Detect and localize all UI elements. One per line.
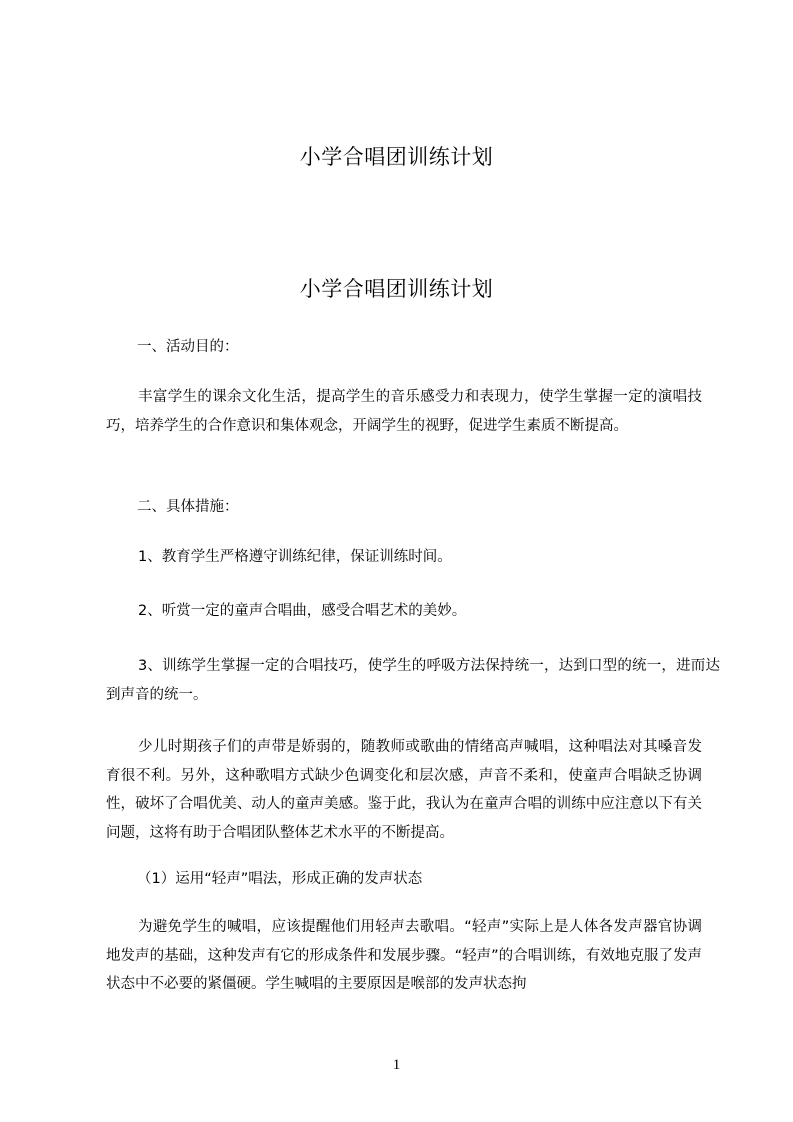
- section-heading-purpose: 一、活动目的：: [137, 339, 239, 355]
- section-heading-measures: 二、具体措施：: [137, 499, 239, 515]
- paragraph-purpose: 丰富学生的课余文化生活，提高学生的音乐感受力和表现力，使学生掌握一定的演唱技巧，培养学生的合作意识和集体观念，开阔学生的视野，促进学生素质不断提高。: [106, 389, 702, 434]
- page-number: 1: [392, 1057, 401, 1073]
- cover-title: 小学合唱团训练计划: [299, 145, 494, 169]
- subheading-light-voice: （1）运用“轻声”唱法，形成正确的发声状态: [137, 871, 423, 887]
- measure-item-1: 1、教育学生严格遵守训练纪律，保证训练时间。: [138, 549, 452, 565]
- paragraph-children-voice: 少儿时期孩子们的声带是娇弱的，随教师或歌曲的情绪高声喊唱，这种唱法对其嗓音发育很不利。另外，这种歌唱方式缺少色调变化和层次感，声音不柔和，使童声合唱缺乏协调性，破坏了合唱优美、动人的童声美感。鉴于此，我认为在童声合唱的训练中应注意以下有关问题，这将有助于合唱团队整体艺术水平的不断提高。: [106, 739, 702, 841]
- measure-item-3: 3、训练学生掌握一定的合唱技巧，使学生的呼吸方法保持统一，达到口型的统一，进而达到声音的统一。: [106, 658, 720, 703]
- paragraph-light-voice: 为避免学生的喊唱，应该提醒他们用轻声去歌唱。“轻声”实际上是人体各发声器官协调地发声的基础，这种发声有它的形成条件和发展步骤。“轻声”的合唱训练，有效地克服了发声状态中不必要的紧僵硬。学生喊唱的主要原因是喉部的发声状态拘: [106, 919, 702, 993]
- document-title: 小学合唱团训练计划: [299, 277, 494, 301]
- measure-item-2: 2、听赏一定的童声合唱曲，感受合唱艺术的美妙。: [138, 603, 467, 619]
